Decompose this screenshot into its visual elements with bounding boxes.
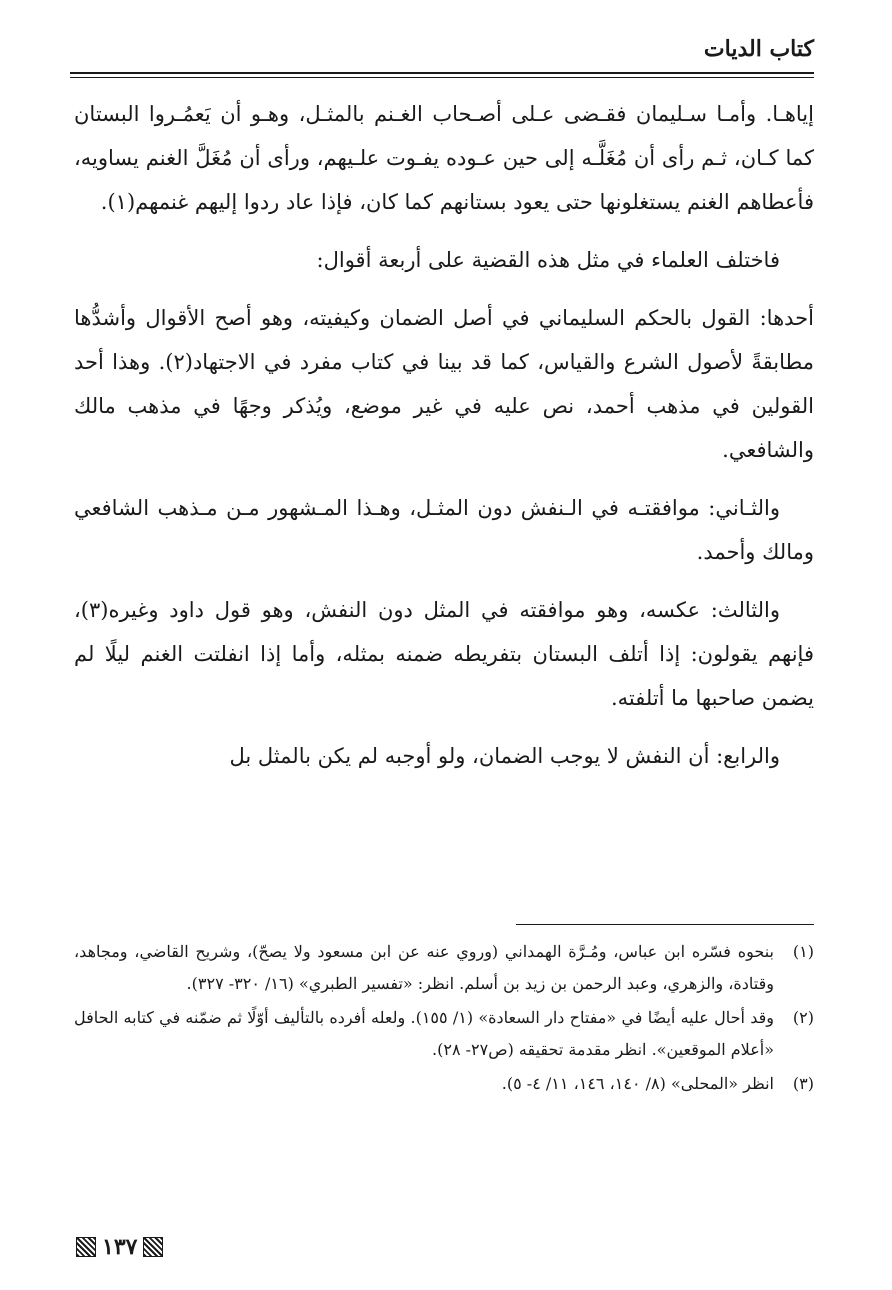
footnote-number: (٣) [792, 1074, 814, 1093]
footnote-number: (٢) [792, 1008, 814, 1027]
footnote-text: وقد أحال عليه أيضًا في «مفتاح دار السعادة» (١/ ١٥٥). ولعله أفرده بالتأليف أوّلًا ثم ضمّنه في كتابه الحافل «أعلام الموقعين». انظر مقدمة تحقيقه (ص٢٧- ٢٨). [74, 1008, 775, 1059]
running-header: كتاب الديات [703, 36, 814, 62]
page-number-block [76, 1232, 163, 1262]
floral-square-icon [76, 1237, 96, 1257]
page-number: ١٣٧ [102, 1234, 138, 1260]
footnote [74, 1068, 814, 1100]
paragraph: والثالث: عكسه، وهو موافقته في المثل دون النفش، وهو قول داود وغيره(٣)، فإنهم يقولون: إذا أتلف البستان بتفريطه ضمنه بمثله، وأما إذا انفلتت الغنم ليلًا لم يضمن صاحبها ما أتلفته. [74, 598, 814, 710]
paragraph: أحدها: القول بالحكم السليماني في أصل الضمان وكيفيته، وهو أصح الأقوال وأشدُّها مطابقةً لأصول الشرع والقياس، كما قد بينا في كتاب مفرد في الاجتهاد(٢). وهذا أحد القولين في مذهب أحمد، نص عليه في غير موضع، ويُذكر وجهًا في مذهب مالك والشافعي. [74, 306, 814, 462]
floral-square-icon [143, 1237, 163, 1257]
footnote-text: انظر «المحلى» (٨/ ١٤٠، ١٤٦، ١١/ ٤- ٥). [501, 1074, 774, 1093]
footnote [74, 936, 814, 1000]
header-rule-thick [70, 72, 814, 74]
paragraph: والثـاني: موافقتـه في الـنفش دون المثـل، وهـذا المـشهور مـن مـذهب الشافعي ومالك وأحمد. [74, 496, 814, 564]
paragraph: فاختلف العلماء في مثل هذه القضية على أربعة أقوال: [316, 248, 780, 272]
footnote-number: (١) [792, 942, 814, 961]
paragraph: إياهـا. وأمـا سـليمان فقـضى عـلى أصـحاب الغـنم بالمثـل، وهـو أن يَعمُـروا البستان كما كـان، ثـم رأى أن مُغَلَّـه إلى حين عـوده يفـوت علـيهم، ورأى أن مُغَلَّ الغنم يساويه، فأعطاهم الغنم يستغلونها حتى يعود بستانهم كما كان، فإذا عاد ردوا إليهم غنمهم(١). [74, 102, 814, 214]
footnote-separator [516, 924, 814, 925]
footnote [74, 1002, 814, 1066]
main-text [74, 92, 814, 792]
footnote-text: بنحوه فسّره ابن عباس، ومُـرَّة الهمداني (وروي عنه عن ابن مسعود ولا يصحّ)، وشريح القاضي، ومجاهد، وقتادة، والزهري، وعبد الرحمن بن زيد بن أسلم. انظر: «تفسير الطبري» (١٦/ ٣٢٠- ٣٢٧). [74, 942, 774, 993]
paragraph: والرابع: أن النفش لا يوجب الضمان، ولو أوجبه لم يكن بالمثل بل [229, 744, 780, 768]
header-rule-thin [70, 77, 814, 78]
footnotes [74, 936, 814, 1102]
